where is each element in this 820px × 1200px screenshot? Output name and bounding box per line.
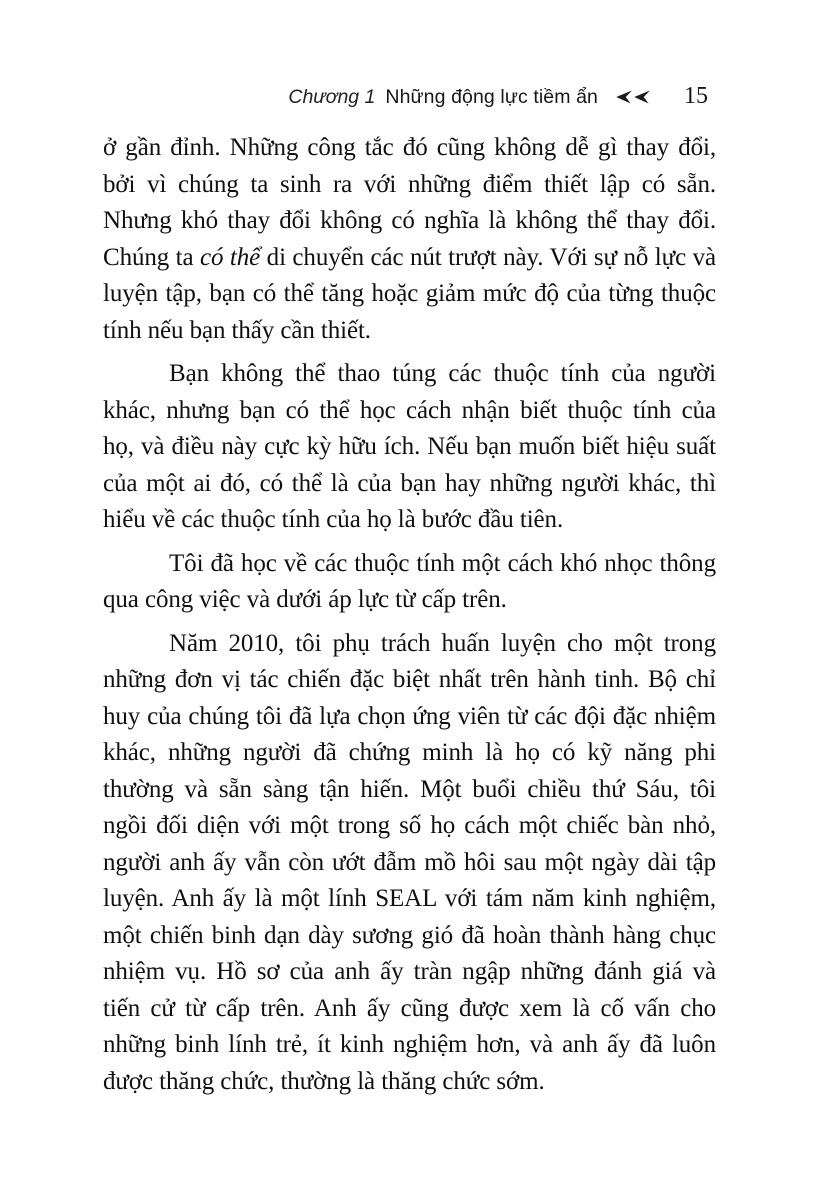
text-line — [103, 772, 716, 809]
text-segment: bởi vì chúng ta sinh ra với những điểm thiết lập có sẵn. — [103, 170, 716, 198]
text-line — [103, 240, 716, 277]
text-segment: của một ai đó, có thể là của bạn hay những người khác, thì — [103, 469, 716, 497]
text-line — [103, 918, 716, 955]
text-segment: luyện. Anh ấy là một lính SEAL với tám năm kinh nghiệm, — [103, 885, 716, 912]
text-line — [103, 954, 716, 991]
text-line — [103, 881, 716, 918]
page-body — [103, 130, 716, 1100]
text-line — [103, 699, 716, 736]
text-segment: tính nếu bạn thấy cần thiết. — [103, 316, 371, 344]
double-left-arrows-icon — [615, 90, 651, 104]
text-line — [103, 991, 716, 1028]
text-segment: một chiến binh dạn dày sương gió đã hoàn thành hàng chục — [103, 921, 716, 949]
text-line — [103, 276, 716, 313]
text-line — [103, 356, 716, 393]
paragraph-3 — [103, 546, 716, 619]
text-segment: người anh ấy vẫn còn ướt đẫm mồ hôi sau một ngày dài tập — [103, 848, 716, 876]
paragraph-1 — [103, 130, 716, 349]
text-segment: ở gần đỉnh. Những công tắc đó cũng không dễ gì thay đổi, — [103, 134, 716, 161]
text-line — [103, 167, 716, 204]
chapter-title: Những động lực tiềm ẩn — [385, 86, 598, 108]
text-segment: qua công việc và dưới áp lực từ cấp trên. — [103, 586, 507, 613]
text-line — [103, 130, 716, 167]
chapter-label: Chương 1 — [288, 86, 376, 108]
text-line — [103, 845, 716, 882]
text-segment: di chuyển các nút trượt này. Với sự nỗ lực và — [260, 243, 716, 271]
text-line — [103, 1027, 716, 1064]
text-segment: những đơn vị tác chiến đặc biệt nhất trên hành tinh. Bộ chỉ — [103, 666, 716, 693]
text-line — [103, 1064, 716, 1101]
text-segment: thường và sẵn sàng tận hiến. Một buổi chiều thứ Sáu, tôi — [103, 775, 716, 803]
text-segment: hiểu về các thuộc tính của họ là bước đầu tiên. — [103, 506, 564, 533]
text-segment: huy của chúng tôi đã lựa chọn ứng viên từ các đội đặc nhiệm — [103, 702, 716, 730]
text-line — [103, 735, 716, 772]
text-line — [103, 429, 716, 466]
paragraph-4 — [103, 626, 716, 1101]
running-header — [103, 83, 708, 110]
text-line — [103, 582, 716, 619]
text-segment: khác, những người đã chứng minh là họ có kỹ năng phi — [103, 739, 716, 766]
text-segment: nhiệm vụ. Hồ sơ của anh ấy tràn ngập những đánh giá và — [103, 958, 716, 985]
text-segment: Bạn không thể thao túng các thuộc tính của người — [169, 360, 716, 387]
text-segment: khác, nhưng bạn có thể học cách nhận biết thuộc tính của — [103, 396, 716, 424]
text-line — [103, 808, 716, 845]
text-line — [103, 662, 716, 699]
text-line — [103, 546, 716, 583]
emphasis-text: có thể — [200, 243, 261, 271]
text-segment: Nhưng khó thay đổi không có nghĩa là không thể thay đổi. — [103, 207, 716, 234]
text-line — [103, 393, 716, 430]
text-line — [103, 466, 716, 503]
page-number: 15 — [684, 83, 708, 109]
paragraph-2 — [103, 356, 716, 539]
text-line — [103, 502, 716, 539]
text-segment: tiến cử từ cấp trên. Anh ấy cũng được xem là cố vấn cho — [103, 994, 716, 1022]
text-segment: Năm 2010, tôi phụ trách huấn luyện cho một trong — [169, 629, 716, 657]
text-line — [103, 313, 716, 350]
text-line — [103, 626, 716, 663]
text-segment: ngồi đối diện với một trong số họ cách một chiếc bàn nhỏ, — [103, 812, 716, 839]
text-segment: những binh lính trẻ, ít kinh nghiệm hơn, và anh ấy đã luôn — [103, 1031, 716, 1058]
text-segment: họ, và điều này cực kỳ hữu ích. Nếu bạn muốn biết hiệu suất — [103, 433, 716, 460]
text-segment: luyện tập, bạn có thể tăng hoặc giảm mức độ của từng thuộc — [103, 280, 716, 307]
text-segment: Tôi đã học về các thuộc tính một cách khó nhọc thông — [169, 549, 716, 577]
text-line — [103, 203, 716, 240]
text-segment: được thăng chức, thường là thăng chức sớm. — [103, 1067, 545, 1095]
text-segment: Chúng ta — [103, 243, 201, 271]
